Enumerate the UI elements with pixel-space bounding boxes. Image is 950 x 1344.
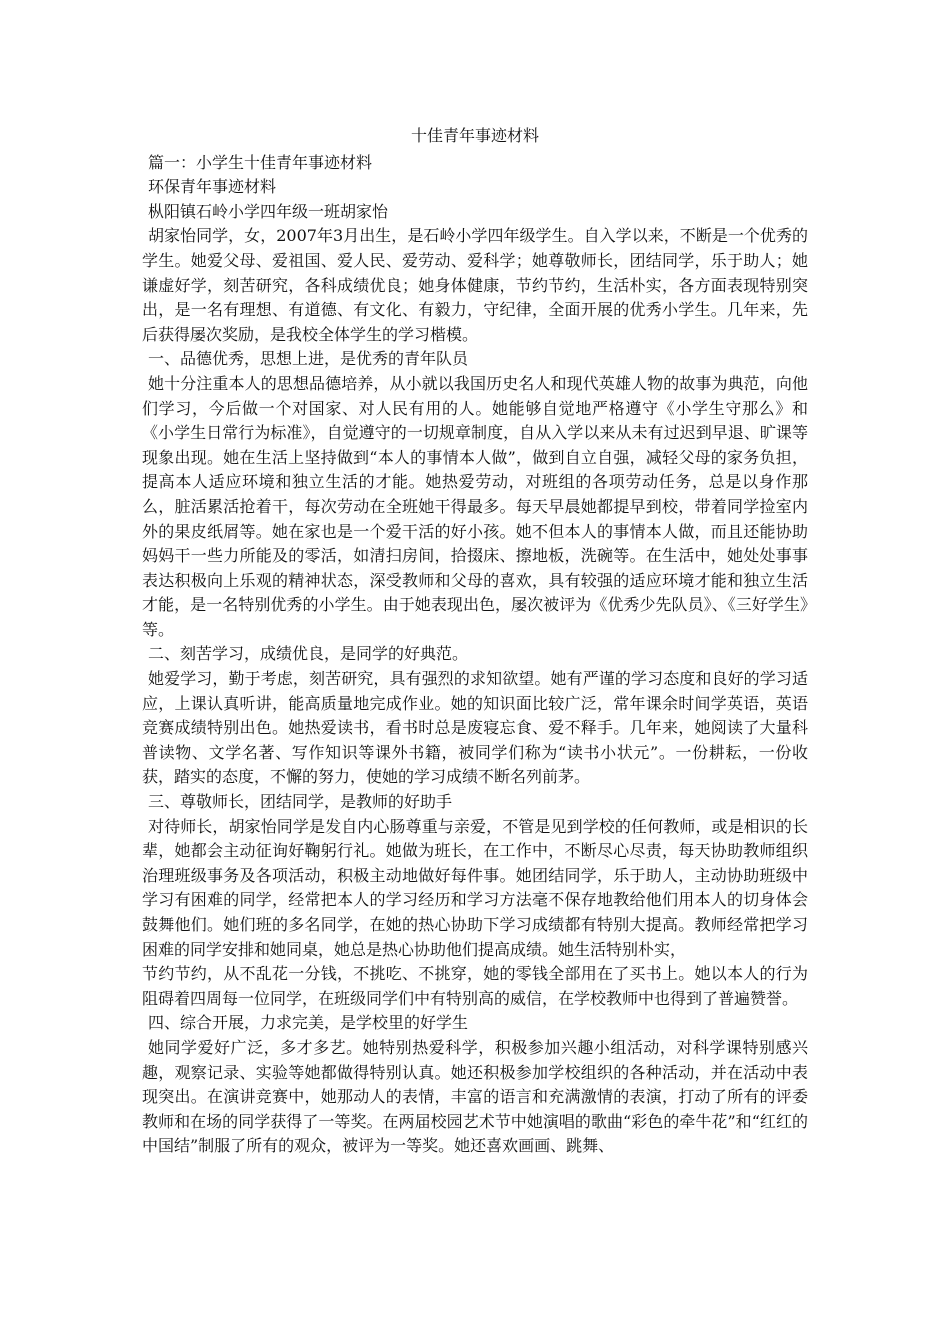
subheading-article: 篇一：小学生十佳青年事迹材料 — [148, 152, 373, 172]
section-heading-2: 二、刻苦学习，成绩优良，是同学的好典范。 — [148, 644, 469, 664]
section-heading-3: 三、尊敬师长，团结同学，是教师的好助手 — [148, 792, 453, 812]
document-page — [142, 124, 808, 1159]
section-paragraph-3-continued: 节约节约，从不乱花一分钱，不挑吃、不挑穿，她的零钱全部用在了买书上。她以本人的行为阻碍着四周每一位同学，在班级同学们中有特别高的威信，在学校教师中也得到了普遍赞誉。 — [142, 964, 808, 1008]
section-heading-4: 四、综合开展，力求完美，是学校里的好学生 — [148, 1013, 469, 1033]
section-paragraph-1: 她十分注重本人的思想品德培养，从小就以我国历史名人和现代英雄人物的故事为典范，向他们学习，今后做一个对国家、对人民有用的人。她能够自觉地严格遵守《小学生守那么》和《小学生日常行为标准》，自觉遵守的一切规章制度，自从入学以来从未有过迟到早退、旷课等现象出现。她在生活上坚持做到“本人的事情本人做”，做到自立自强，减轻父母的家务负担，提高本人适应环境和独立生活的才能。她热爱劳动，对班组的各项劳动任务，总是以身作那么，脏活累活抢着干，每次劳动在全班她干得最多。每天早晨她都提早到校，带着同学捡室内外的果皮纸屑等。她在家也是一个爱干活的好小孩。她不但本人的事情本人做，而且还能协助妈妈干一些力所能及的零活，如清扫房间，拾掇床、擦地板，洗碗等。在生活中，她处处事事表达积极向上乐观的精神状态，深受教师和父母的喜欢，具有较强的适应环境才能和独立生活才能，是一名特别优秀的小学生。由于她表现出色，屡次被评为《优秀少先队员》、《三好学生》等。 — [142, 373, 808, 639]
intro-paragraph: 胡家怡同学，女，2007年3月出生，是石岭小学四年级学生。自入学以来，不断是一个优秀的学生。她爱父母、爱祖国、爱人民、爱劳动、爱科学；她尊敬师长，团结同学，乐于助人；她谦虚好学，刻苦研究，各科成绩优良；她身体健康，节约节约，生活朴实，各方面表现特别突出，是一名有理想、有道德、有文化、有毅力，守纪律，全面开展的优秀小学生。几年来，先后获得屡次奖励，是我校全体学生的学习楷模。 — [142, 226, 808, 344]
section-paragraph-2: 她爱学习，勤于考虑，刻苦研究，具有强烈的求知欲望。她有严谨的学习态度和良好的学习适应，上课认真听讲，能高质量地完成作业。她的知识面比较广泛，常年课余时间学英语，英语竞赛成绩特别出色。她热爱读书，看书时总是废寝忘食、爱不释手。几年来，她阅读了大量科普读物、文学名著、写作知识等课外书籍，被同学们称为“读书小状元”。一份耕耘，一份收获，踏实的态度，不懈的努力，使她的学习成绩不断名列前茅。 — [142, 669, 808, 787]
document-title: 十佳青年事迹材料 — [410, 126, 539, 145]
section-heading-1: 一、品德优秀，思想上进，是优秀的青年队员 — [148, 349, 469, 369]
section-paragraph-4: 她同学爱好广泛，多才多艺。她特别热爱科学，积极参加兴趣小组活动，对科学课特别感兴趣，观察记录、实验等她都做得特别认真。她还积极参加学校组织的各种活动，并在活动中表现突出。在演讲竞赛中，她那动人的表情，丰富的语言和充满激情的表演，打动了所有的评委教师和在场的同学获得了一等奖。在两届校园艺术节中她演唱的歌曲“彩色的牵牛花”和“红红的中国结”制服了所有的观众，被评为一等奖。她还喜欢画画、跳舞、 — [142, 1037, 808, 1156]
section-paragraph-3: 对待师长，胡家怡同学是发自内心肠尊重与亲爱，不管是见到学校的任何教师，或是相识的长辈，她都会主动征询好鞠躬行礼。她做为班长，在工作中，不断尽心尽责，每天协助教师组织治理班级事务及各项活动，积极主动地做好每件事。她团结同学，乐于助人，主动协助班级中学习有困难的同学，经常把本人的学习经历和学习方法毫不保存地教给他们用本人的切身体会鼓舞他们。她们班的多名同学，在她的热心协助下学习成绩都有特别大提高。教师经常把学习困难的同学安排和她同桌，她总是热心协助他们提高成绩。她生活特别朴实， — [142, 816, 808, 959]
subheading-student: 枞阳镇石岭小学四年级一班胡家怡 — [148, 201, 389, 221]
subheading-topic: 环保青年事迹材料 — [148, 177, 277, 197]
